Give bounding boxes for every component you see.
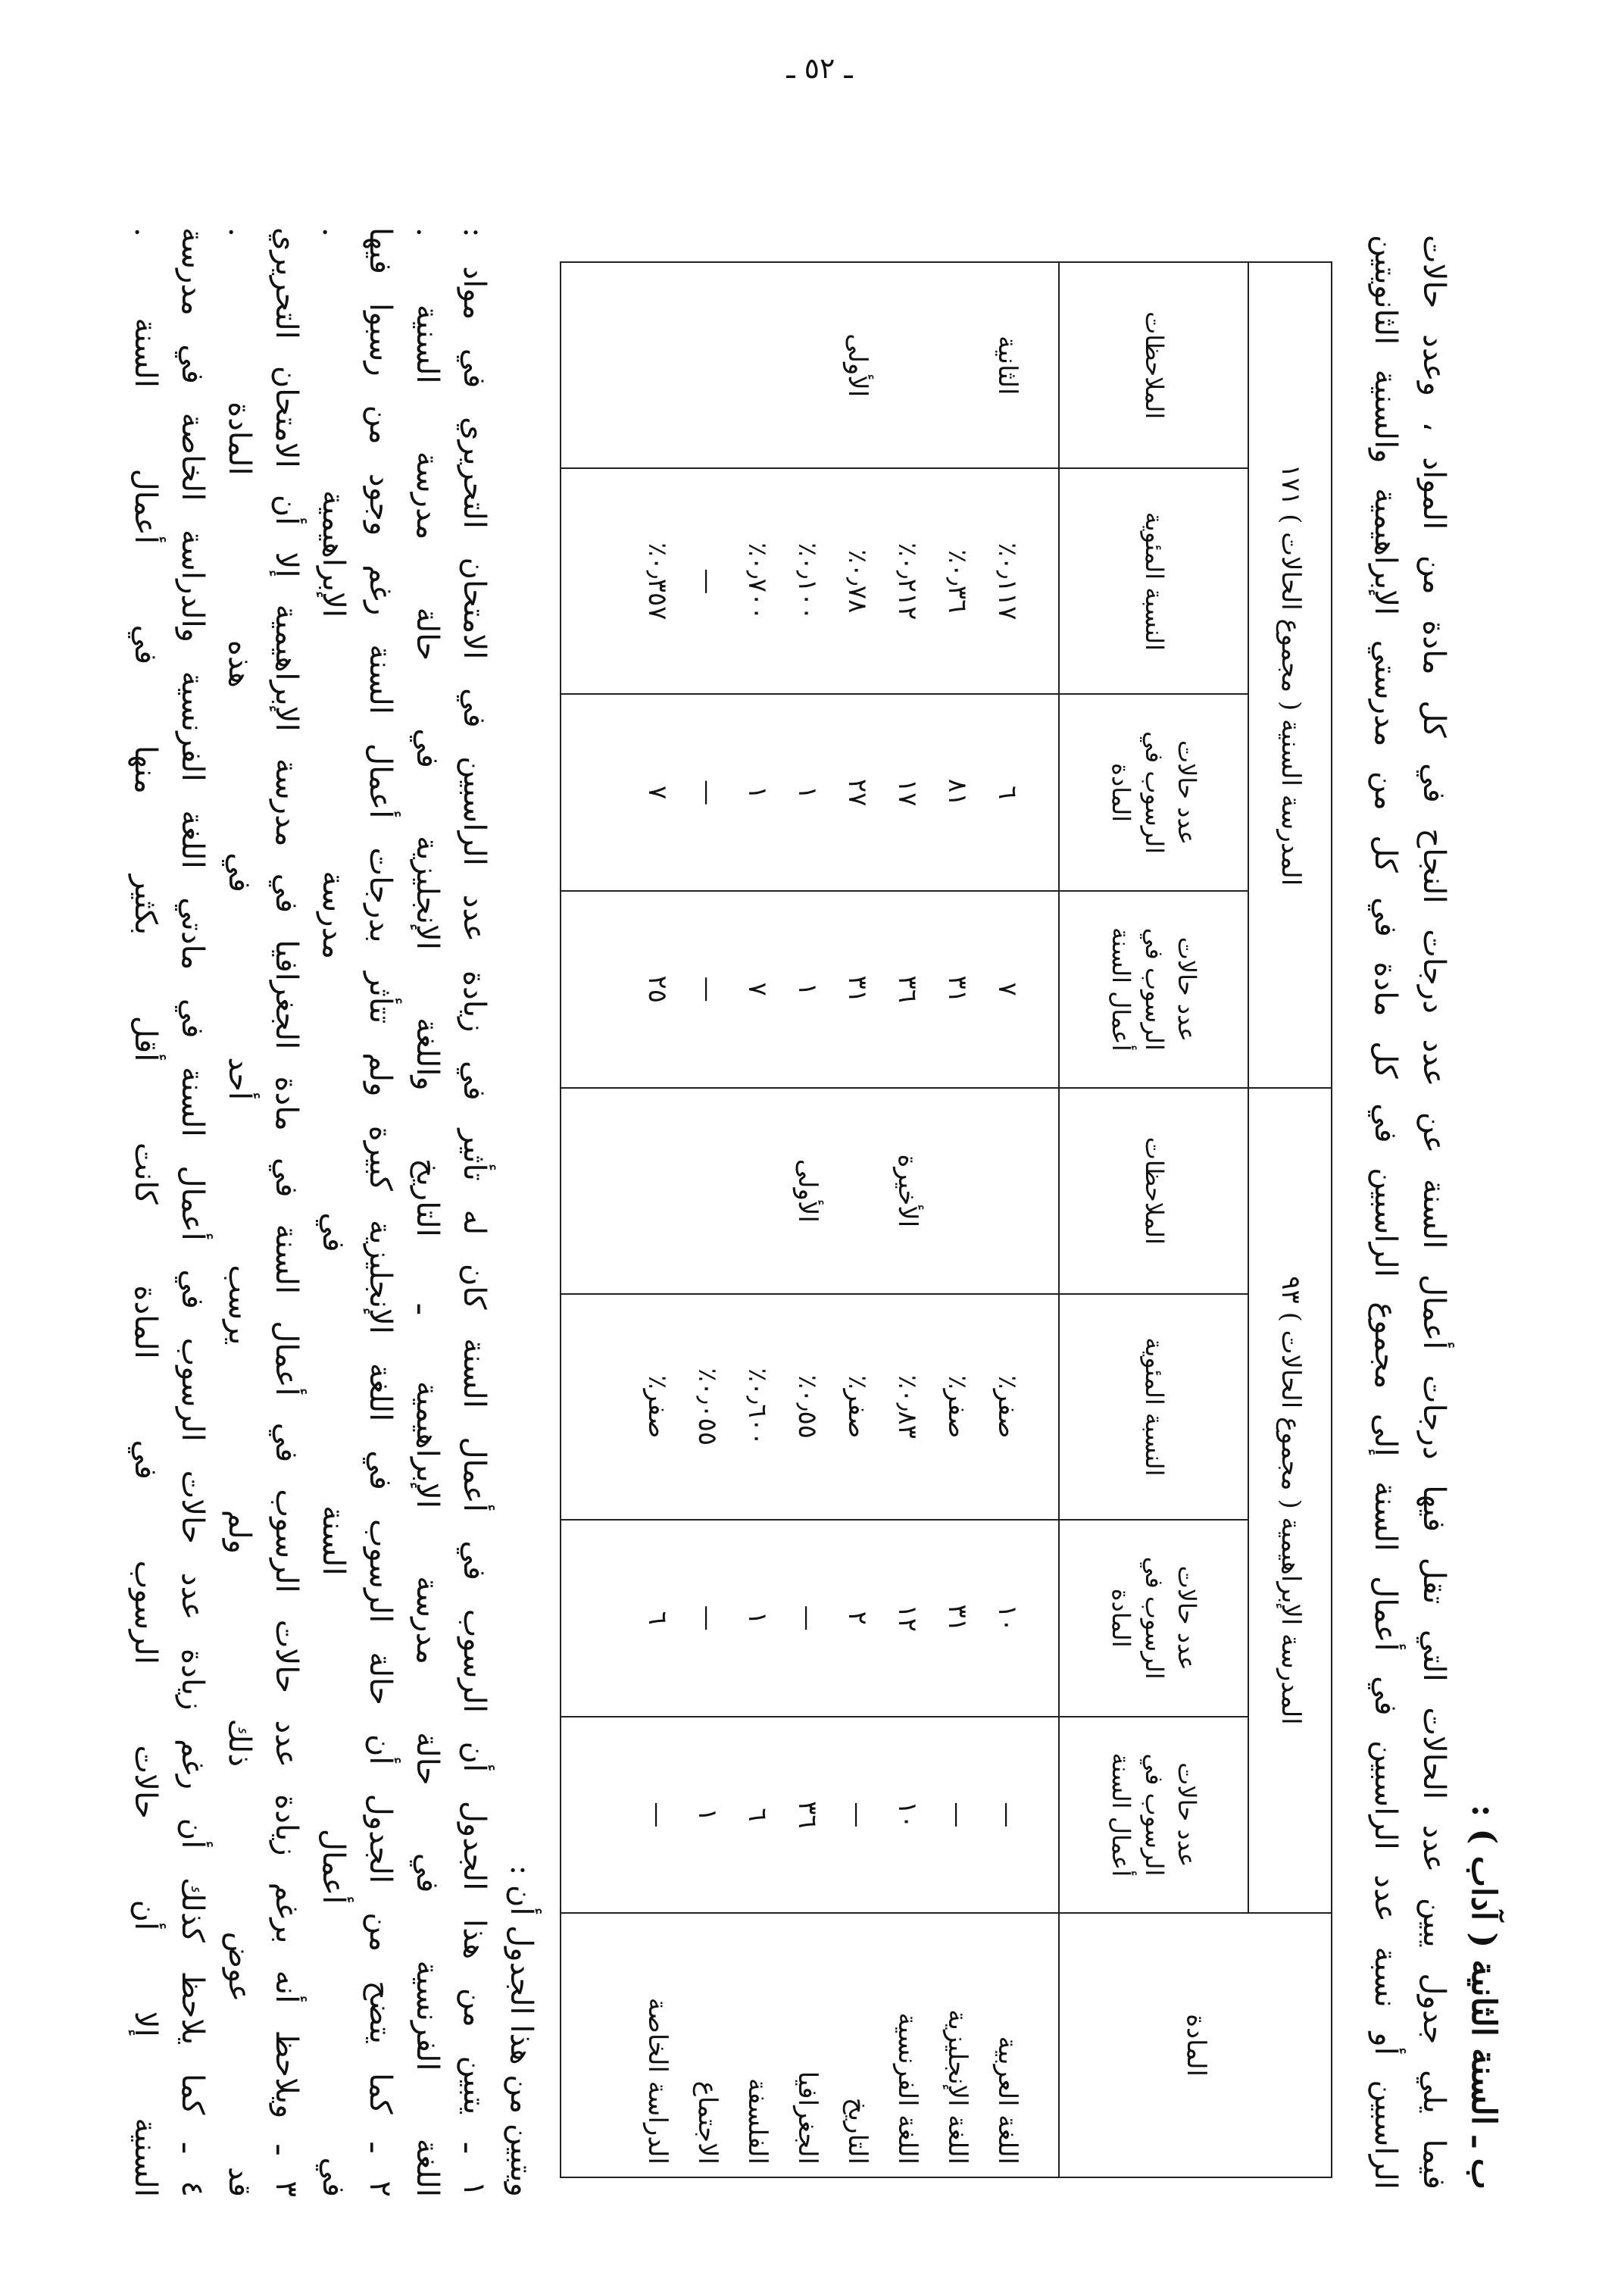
table-cell: ٧ — [992, 982, 1023, 996]
table-cell: ٧ — [742, 982, 773, 996]
note-line: ٢ ـ كما يتضح من الجدول أن حالة الرسوب في اللغة الإنجليزية كبيرة ولم تتأثر بدرجات أعمال السنة رغم وجود من رسبوا فيها — [363, 227, 398, 2197]
table-cell — [732, 1093, 782, 1289]
subject-name: التاريخ — [842, 2097, 873, 2164]
note-line: ١ ـ يتبين من هذا الجدول أن الرسوب في أعمال السنة كان له تأثير في زيادة عدد الراسبين في الامتحان التحريري في مواد : — [457, 227, 492, 2197]
table-cell — [982, 1093, 1032, 1289]
table-cell: الثانية — [992, 336, 1023, 395]
notes-title: ويتبين من هذا الجدول أن : — [504, 1864, 539, 2197]
table-cell: ٠٫٧٨٪ — [842, 549, 873, 614]
note-line: السنية إلا أن حالات الرسوب في المادة كانت أقل بكثير منها في أعمال السنة . — [128, 227, 163, 2197]
table-cell: ٠٫٨٣٪ — [892, 1374, 923, 1439]
table-cell: — — [692, 568, 723, 595]
subject-name: الاجتماع — [692, 2080, 723, 2164]
table-cell: ١ — [742, 786, 773, 800]
table-cell: الأخيرة — [892, 1154, 923, 1228]
table-cell: ٣١ — [842, 975, 873, 1004]
table-cell: ٧ — [642, 786, 673, 800]
section-title: ب ـ السنة الثانية ( آداب ) : — [1464, 1804, 1503, 2189]
subject-name: اللغة العربية — [992, 2036, 1023, 2164]
table-cell — [832, 1093, 882, 1289]
subject-name: اللغة الإنجليزية — [942, 2009, 973, 2164]
subject-name: اللغة الفرنسية — [892, 2012, 923, 2164]
table-cell: ١ — [792, 786, 823, 800]
table-cell: ٠٫١١٧٪ — [992, 542, 1023, 620]
table-cell: — — [992, 1802, 1023, 1828]
table-cell: ٢ — [842, 1611, 873, 1625]
table-cell — [632, 1093, 682, 1289]
table-cell: ٦ — [992, 786, 1023, 800]
school-a-subject-failures-column — [561, 1520, 1059, 1717]
school-b-notes-column — [561, 262, 1059, 468]
col-header: النسبة المئوية — [1059, 468, 1248, 694]
table-cell: — — [692, 780, 723, 806]
table-cell — [882, 267, 932, 463]
table-cell: ٠٫٣٦٪ — [942, 549, 973, 614]
table-cell — [932, 267, 982, 463]
header — [1361, 235, 1503, 2189]
table-cell: ٢٧ — [842, 778, 873, 807]
table-cell: — — [842, 1802, 873, 1828]
table-cell: ٠٫٧٠٠٪ — [742, 542, 773, 620]
table-cell — [782, 267, 832, 463]
table-cell: ٠٫٦٠٠٪ — [742, 1367, 773, 1446]
table-cell: ١٧ — [892, 778, 923, 807]
col-header: الملاحظات — [1059, 262, 1248, 468]
school-a-title: المدرسة الإبراهيمية ( مجموع الحالات ) ٩٣ — [1248, 1088, 1332, 1914]
table-cell: صفر٪ — [642, 1375, 673, 1439]
note-line: ٤ ـ كما يلاحظ كذلك أن رغم زيادة عدد حالات الرسوب في أعمال السنة في مادتي اللغة الفرنسية والدراسة الخاصة في مدرسة — [175, 227, 210, 2197]
note-line: قد عوض ذلك ولم يرسب أحد في هذه المادة . — [222, 227, 257, 2197]
table-cell — [932, 1093, 982, 1289]
table-cell: ٦ — [742, 1808, 773, 1822]
note-line: ٣ ـ ويلاحظ أنه برغم زيادة عدد حالات الرسوب في أعمال السنة في مادة الجغرافيا في مدرسة الإبراهيمية إلا أن الامتحان التحريري — [269, 227, 304, 2197]
table-cell: الأولى — [842, 333, 873, 398]
notes-section — [122, 227, 545, 2197]
table-cell: ٠٫٣٥٧٪ — [642, 542, 673, 620]
school-b-title: المدرسة السنية ( مجموع الحالات ) ١٧١ — [1248, 262, 1332, 1088]
table-cell: ٦ — [642, 1611, 673, 1625]
subject-name: الفلسفة — [742, 2077, 773, 2164]
table-cell: ٣١ — [942, 1604, 973, 1632]
failures-table — [560, 261, 1332, 2178]
table-cell — [682, 1093, 732, 1289]
subjects-column — [561, 1913, 1059, 2177]
school-b-year-failures-column — [561, 891, 1059, 1088]
school-b-subject-failures-column — [561, 694, 1059, 891]
subject-header: المادة — [1059, 1913, 1332, 2177]
table-cell: ١٠ — [892, 1801, 923, 1829]
table-cell: ٣١ — [942, 975, 973, 1004]
subject-name: الدراسة الخاصة — [642, 1997, 673, 2164]
table-cell: ١ — [692, 1808, 723, 1822]
table-cell: ٠٫٢١٢٪ — [892, 542, 923, 620]
school-a-percentage-column — [561, 1294, 1059, 1520]
subject-name: الجغرافيا — [792, 2071, 823, 2164]
note-line: في أعمال السنة في مدرسة الإبراهيمية . — [316, 227, 351, 2197]
school-a-notes-column — [561, 1088, 1059, 1294]
intro-line: الراسبين أو نسبة عدد الراسبين في أعمال السنة إلى مجموع الراسبين في كل مادة في كل من مدرستي الإبراهيمية والسنية الثانويتين — [1368, 235, 1403, 2189]
col-header: عدد حالات الرسوب في أعمال السنة — [1059, 891, 1248, 1088]
table-cell: ٠٫١٠٠٪ — [792, 542, 823, 620]
table-cell: — — [692, 976, 723, 1002]
table-cell: ٢٥ — [642, 975, 673, 1004]
table-cell: ١ — [742, 1611, 773, 1625]
table-cell: صفر٪ — [842, 1375, 873, 1439]
table-cell: ٠٫٥٥٪ — [792, 1374, 823, 1439]
col-header: عدد حالات الرسوب في المادة — [1059, 694, 1248, 891]
table-cell: ١٠ — [992, 1604, 1023, 1632]
table-cell: ١ — [792, 982, 823, 996]
table-cell: — — [692, 1605, 723, 1631]
table-cell — [632, 267, 682, 463]
table-cell: — — [642, 1802, 673, 1828]
table-cell: الأولى — [792, 1158, 823, 1223]
school-b-percentage-column — [561, 468, 1059, 694]
table-cell: — — [792, 1605, 823, 1631]
table-cell — [732, 267, 782, 463]
col-header: عدد حالات الرسوب في المادة — [1059, 1520, 1248, 1717]
table-cell: ٣٦ — [792, 1801, 823, 1829]
table-cell: ٣٦ — [892, 975, 923, 1004]
intro-line: فيما يلي جدول يبين عدد الحالات التي تقل فيها درجات أعمال السنة عن عدد درجات النجاح في كل مادة من المواد ، وعدد حالات — [1416, 235, 1451, 2189]
table-cell: ١٢ — [892, 1604, 923, 1632]
col-header: عدد حالات الرسوب في أعمال السنة — [1059, 1717, 1248, 1914]
note-line: اللغة الفرنسية في حالة مدرسة الإبراهيمية ـ التاريخ واللغة الإنجليزية في حالة مدرسة السنية . — [410, 227, 445, 2197]
col-header: النسبة المئوية — [1059, 1294, 1248, 1520]
table-cell: صفر٪ — [992, 1375, 1023, 1439]
table-cell: صفر٪ — [942, 1375, 973, 1439]
school-a-year-failures-column — [561, 1717, 1059, 1914]
table-cell: ٨١ — [942, 778, 973, 807]
table-cell — [682, 267, 732, 463]
table-cell: ٠٫٠٥٥٪ — [692, 1367, 723, 1446]
col-header: الملاحظات — [1059, 1088, 1248, 1294]
table-cell: — — [942, 1802, 973, 1828]
page-number: ـ ٥٢ ـ — [786, 52, 853, 85]
